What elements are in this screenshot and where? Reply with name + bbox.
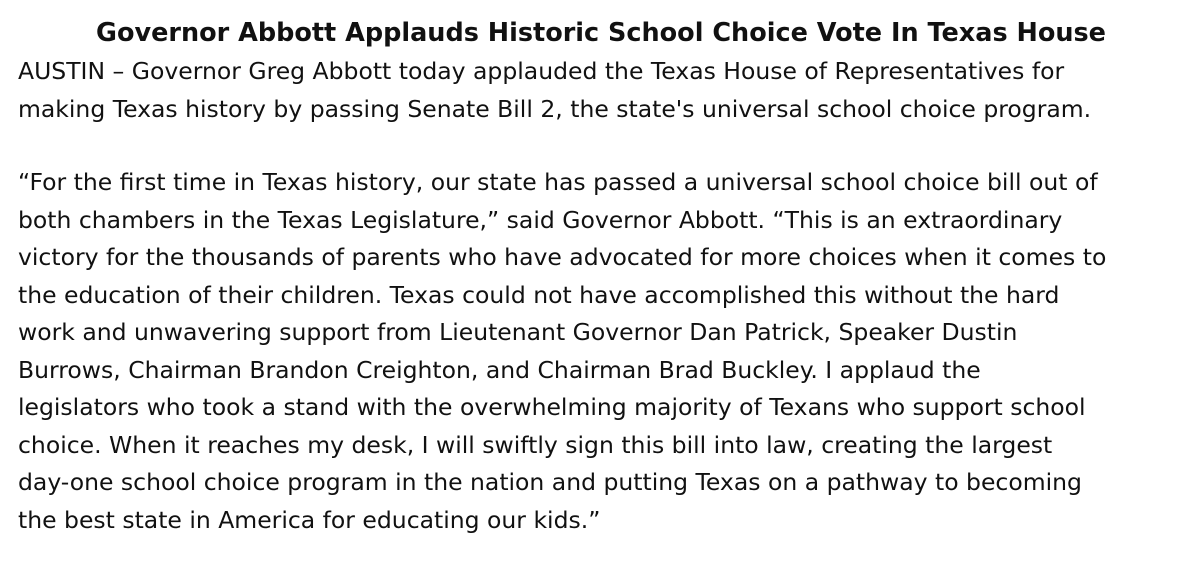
quote-line: day-one school choice program in the nation and putting Texas on a pathway to becoming bbox=[18, 468, 1082, 496]
quote-line: legislators who took a stand with the overwhelming majority of Texans who support school bbox=[18, 393, 1086, 421]
quote-paragraph bbox=[18, 164, 1198, 539]
quote-line: choice. When it reaches my desk, I will swiftly sign this bill into law, creating the largest bbox=[18, 430, 1053, 459]
intro-line: making Texas history by passing Senate Bill 2, the state's universal school choice program. bbox=[18, 94, 1092, 123]
intro-line: AUSTIN – Governor Greg Abbott today applauded the Texas House of Representatives for bbox=[18, 57, 1065, 85]
quote-line: victory for the thousands of parents who have advocated for more choices when it comes to bbox=[18, 243, 1107, 271]
intro-paragraph bbox=[18, 53, 1198, 128]
quote-line: “For the first time in Texas history, our state has passed a universal school choice bill out of bbox=[18, 168, 1098, 196]
quote-line: Burrows, Chairman Brandon Creighton, and Chairman Brad Buckley. I applaud the bbox=[18, 355, 981, 384]
quote-line: both chambers in the Texas Legislature,” said Governor Abbott. “This is an extraordinary bbox=[18, 205, 1063, 234]
press-release-title: Governor Abbott Applauds Historic School Choice Vote In Texas House bbox=[96, 18, 1106, 48]
quote-line: work and unwavering support from Lieutenant Governor Dan Patrick, Speaker Dustin bbox=[18, 318, 1018, 346]
quote-line: the education of their children. Texas could not have accomplished this without the hard bbox=[18, 280, 1060, 309]
press-release bbox=[18, 0, 1198, 539]
quote-line: the best state in America for educating our kids.” bbox=[18, 505, 601, 534]
